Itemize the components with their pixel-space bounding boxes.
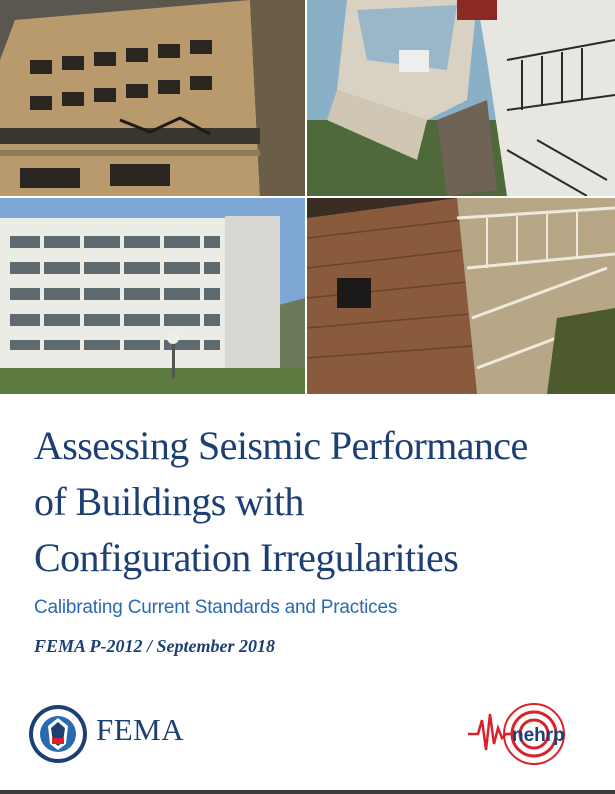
- collapsed-apartment-building-photo: [307, 0, 615, 196]
- nehrp-logo: [468, 694, 590, 768]
- fema-logo-text: FEMA: [96, 712, 185, 747]
- title-line-1: Assessing Seismic Performance: [34, 423, 528, 468]
- svg-text:nehrp: nehrp: [512, 725, 565, 746]
- title-line-3: Configuration Irregularities: [34, 535, 459, 580]
- title-line-2: of Buildings with: [34, 479, 304, 524]
- document-id: FEMA P-2012 / September 2018: [34, 636, 276, 656]
- dhs-seal-icon: [28, 704, 88, 764]
- damaged-hospital-building-photo: [0, 198, 305, 394]
- tilted-apartment-stairs-photo: [307, 198, 615, 394]
- bottom-border: [0, 790, 615, 794]
- document-subtitle: Calibrating Current Standards and Practices: [34, 597, 398, 618]
- damaged-concrete-building-photo: [0, 0, 305, 196]
- document-title: [34, 418, 604, 586]
